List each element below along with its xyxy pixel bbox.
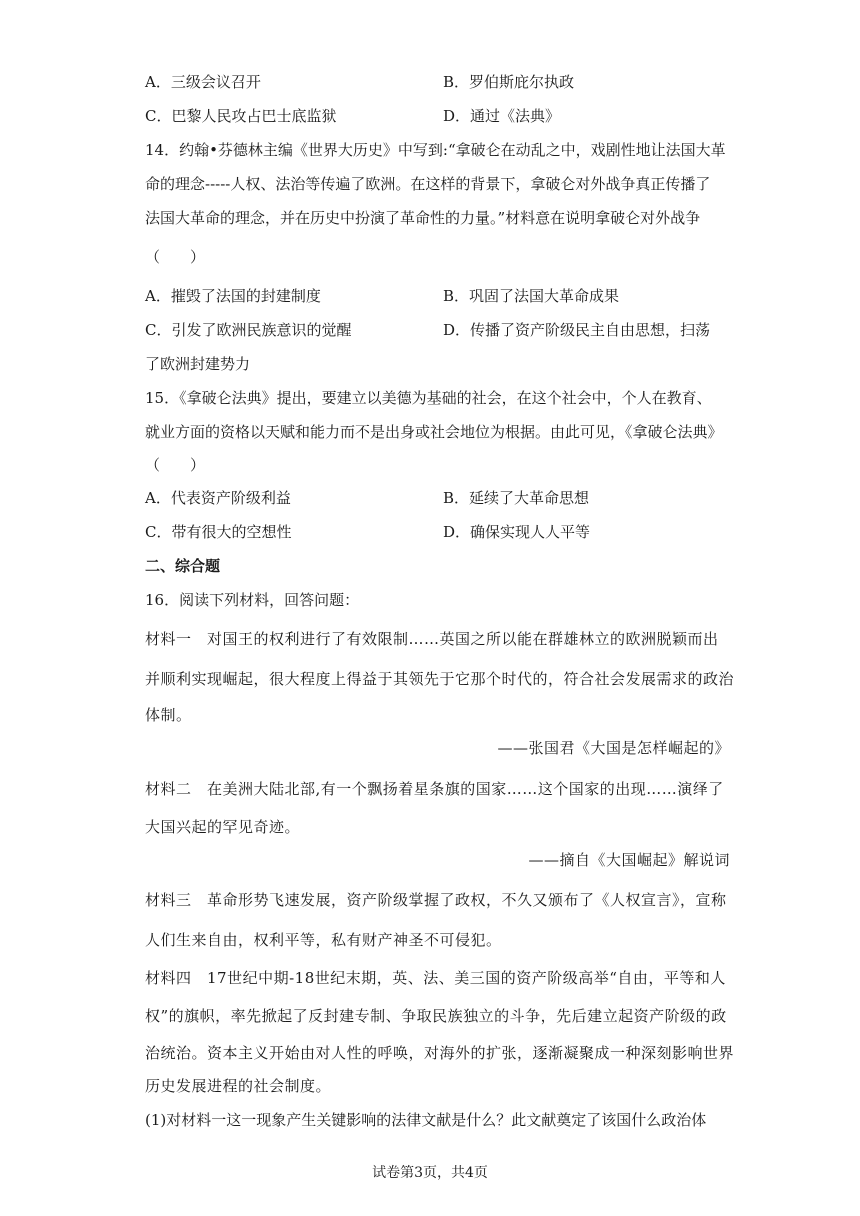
q13-option-d: D．通过《法典》	[443, 107, 561, 125]
material2-source: ——摘自《大国崛起》解说词	[528, 851, 730, 869]
q15-stem-line1: 15．《拿破仑法典》提出，要建立以美德为基础的社会，在这个社会中，个人在教育、	[145, 389, 712, 407]
q15-option-b: B．延续了大革命思想	[443, 489, 590, 507]
q14-stem-line1: 14．约翰•芬德林主编《世界大历史》中写到:“拿破仑在动乱之中，戏剧性地让法国大革	[145, 141, 726, 159]
q14-answer-paren: （ ）	[145, 248, 206, 266]
material1-source: ——张国君《大国是怎样崛起的》	[497, 739, 730, 757]
q15-option-c: C．带有很大的空想性	[145, 523, 292, 541]
material1-line2: 并顺利实现崛起，很大程度上得益于其领先于它那个时代的，符合社会发展需求的政治	[145, 670, 735, 688]
q14-option-b: B．巩固了法国大革命成果	[443, 287, 620, 305]
q13-option-a: A．三级会议召开	[145, 73, 261, 91]
q14-option-d: D．传播了资产阶级民主自由思想，扫荡	[443, 321, 711, 339]
q14-stem-line3: 法国大革命的理念，并在历史中扮演了革命性的力量。”材料意在说明拿破仑对外战争	[145, 209, 701, 227]
q14-option-c: C．引发了欧洲民族意识的觉醒	[145, 321, 352, 339]
material1-line3: 体制。	[145, 706, 192, 724]
q16-subquestion-1: (1)对材料一这一现象产生关键影响的法律文献是什么？此文献奠定了该国什么政治体	[145, 1111, 707, 1129]
section-heading: 二、综合题	[145, 557, 221, 575]
q14-stem-line2: 命的理念-----人权、法治等传遍了欧洲。在这样的背景下，拿破仑对外战争真正传播了	[145, 175, 711, 193]
material4-line3: 治统治。资本主义开始由对人性的呼唤，对海外的扩张，逐渐凝聚成一种深刻影响世界	[145, 1044, 735, 1062]
material4-line4: 历史发展进程的社会制度。	[145, 1077, 332, 1095]
q15-stem-line2: 就业方面的资格以天赋和能力而不是出身或社会地位为根据。由此可见，《拿破仑法典》	[145, 423, 723, 441]
material2-line1: 材料二 在美洲大陆北部,有一个飘扬着星条旗的国家……这个国家的出现……演绎了	[145, 780, 724, 798]
q13-option-c: C．巴黎人民攻占巴士底监狱	[145, 107, 337, 125]
q15-option-a: A．代表资产阶级利益	[145, 489, 291, 507]
page-footer: 试卷第3页，共4页	[372, 1165, 488, 1181]
q15-answer-paren: （ ）	[145, 456, 206, 474]
q13-option-b: B．罗伯斯庇尔执政	[443, 73, 575, 91]
q16-intro: 16．阅读下列材料，回答问题：	[145, 591, 360, 609]
q14-option-a: A．摧毁了法国的封建制度	[145, 287, 321, 305]
material3-line2: 人们生来自由，权利平等，私有财产神圣不可侵犯。	[145, 931, 502, 949]
material2-line2: 大国兴起的罕见奇迹。	[145, 818, 301, 836]
material3-line1: 材料三 革命形势飞速发展，资产阶级掌握了政权，不久又颁布了《人权宣言》，宣称	[145, 891, 727, 909]
q15-option-d: D．确保实现人人平等	[443, 523, 591, 541]
material4-line1: 材料四 17世纪中期-18世纪末期，英、法、美三国的资产阶级高举“自由，平等和人	[145, 969, 726, 987]
q14-option-d-continued: 了欧洲封建势力	[145, 355, 251, 373]
material1-line1: 材料一 对国王的权利进行了有效限制……英国之所以能在群雄林立的欧洲脱颖而出	[145, 630, 719, 648]
material4-line2: 权”的旗帜，率先掀起了反封建专制、争取民族独立的斗争，先后建立起资产阶级的政	[145, 1007, 727, 1025]
